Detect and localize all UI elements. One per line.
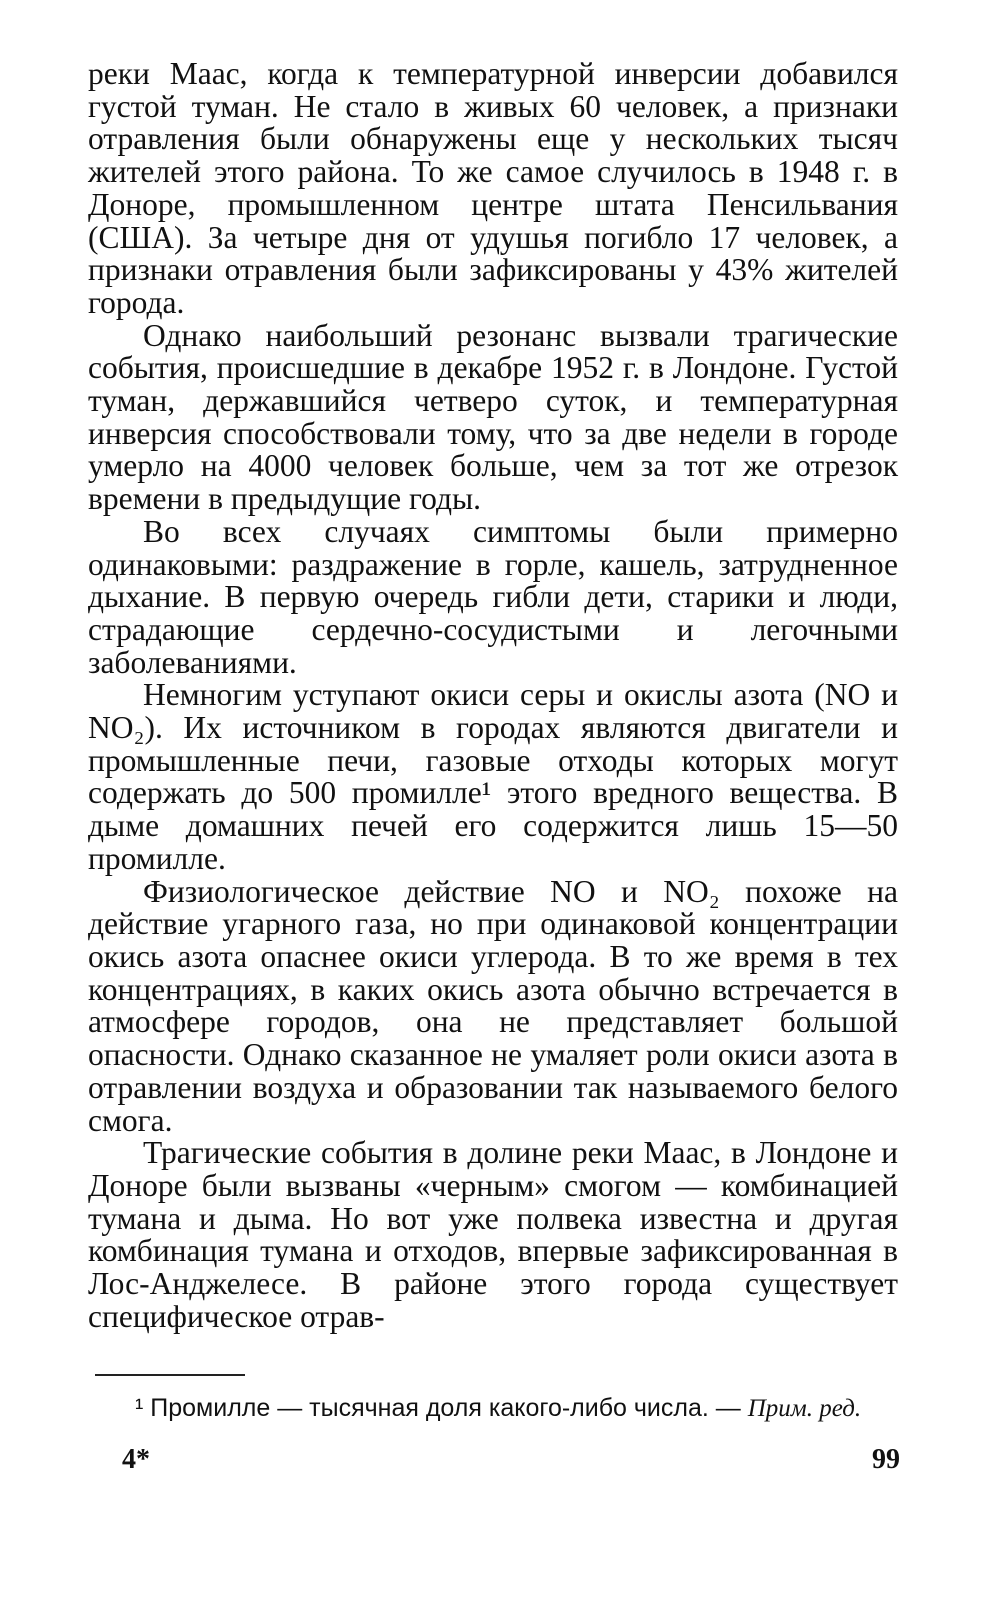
footnote-editor-note: Прим. ред. — [747, 1395, 862, 1422]
footnote-divider — [95, 1374, 245, 1376]
paragraph: Во всех случаях симптомы были примерно одинаковыми: раздражение в горле, кашель, затрудненное дыхание. В первую очередь гибли дети, старики и люди, страдающие сердечно-сосудистыми и легочными заболеваниями. — [88, 513, 898, 680]
footnote — [88, 1392, 898, 1425]
paragraph: Трагические события в долине реки Маас, в Лондоне и Доноре были вызваны «черным» смогом — комбинацией тумана и дыма. Но вот уже полвека известна и другая комбинация тумана и отходов, впервые зафиксированная в Лос-Анджелесе. В районе этого города существует специфическое отрав- — [88, 1135, 898, 1334]
main-text — [88, 58, 898, 1333]
page-number: 99 — [872, 1444, 900, 1475]
paragraph: Физиологическое действие NO и NO₂ похоже на действие угарного газа, но при одинаковой концентрации окись азота опаснее окиси углерода. В то же время в тех концентрациях, в каких окись азота обычно встречается в атмосфере городов, она не представляет большой опасности. Однако сказанное не умаляет роли окиси азота в отравлении воздуха и образовании так называемого белого смога. — [88, 873, 898, 1138]
paragraph: Однако наибольший резонанс вызвали трагические события, происшедшие в декабре 1952 г. в Лондоне. Густой туман, державшийся четверо суток, и температурная инверсия способствовали тому, что за две недели в городе умерло на 4000 человек больше, чем за тот же отрезок времени в предыдущие годы. — [88, 317, 898, 517]
paragraph: Немногим уступают окиси серы и окислы азота (NO и NO₂). Их источником в городах являются двигатели и промышленные печи, газовые отходы которых могут содержать до 500 промилле¹ этого вредного вещества. В дыме домашних печей его содержится лишь 15—50 промилле. — [88, 677, 898, 876]
signature-mark: 4* — [122, 1444, 150, 1475]
paragraph: реки Маас, когда к температурной инверсии добавился густой туман. Не стало в живых 60 человек, а признаки отравления были обнаружены еще у нескольких тысяч жителей этого района. То же самое случилось в 1948 г. в Доноре, промышленном центре штата Пенсильвания (США). За четыре дня от удушья погибло 17 человек, а признаки отравления были зафиксированы у 43% жителей города. — [88, 56, 898, 320]
footnote-text: ¹ Промилле — тысячная доля какого-либо числа. — — [135, 1394, 748, 1422]
